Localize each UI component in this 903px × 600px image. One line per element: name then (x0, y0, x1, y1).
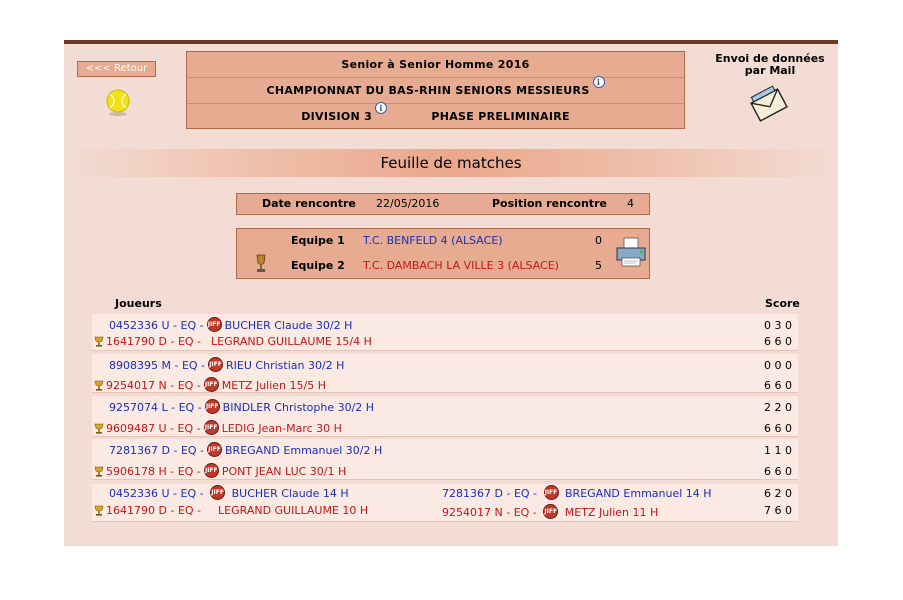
match-row (92, 314, 798, 351)
header-season: Senior à Senior Homme 2016 (187, 52, 684, 78)
player-id: 9257074 L - (109, 401, 176, 414)
player1-line (109, 443, 382, 459)
player1-line (109, 400, 374, 416)
player2-line (94, 378, 326, 394)
player-eq: EQ - (513, 487, 538, 500)
player-name[interactable]: BREGAND Emmanuel 14 H (565, 487, 712, 500)
printer-icon[interactable] (614, 236, 648, 268)
player-name[interactable]: BREGAND Emmanuel 30/2 H (225, 444, 383, 457)
position-value: 4 (627, 197, 634, 210)
winner-trophy-icon (254, 253, 268, 273)
match-row (92, 396, 798, 437)
player-id: 5906178 H - (106, 465, 175, 478)
player-id: 9254017 N - (442, 506, 511, 519)
player1-score: 1 1 0 (764, 444, 792, 457)
doubles-match-row (92, 484, 798, 522)
player-name[interactable]: METZ Julien 11 H (564, 506, 659, 519)
player-name[interactable]: LEDIG Jean-Marc 30 H (221, 422, 342, 435)
jiff-badge-icon: JIFF (208, 357, 223, 372)
team2-label: Equipe 2 (291, 259, 345, 272)
match-row (92, 354, 798, 393)
winner-cup-icon (94, 423, 104, 434)
winner-cup-icon (94, 380, 104, 391)
jiff-badge-icon: JIFF (204, 420, 219, 435)
player2-line (94, 334, 372, 350)
player-id: 7281367 D - (109, 444, 178, 457)
jiff-badge-icon: JIFF (207, 442, 222, 457)
player1-score: 0 3 0 (764, 319, 792, 332)
player-id: 9609487 U - (106, 422, 175, 435)
title-banner (66, 149, 836, 177)
player-id: 7281367 D - (442, 487, 511, 500)
winner-cup-icon (94, 505, 104, 516)
players-column-header: Joueurs (115, 297, 162, 310)
team2-score: 5 (595, 259, 602, 272)
mail-label (708, 53, 832, 77)
doubles-team-b-player2 (442, 505, 658, 521)
player2-score: 6 6 0 (764, 422, 792, 435)
player-eq: EQ - (177, 335, 202, 348)
date-value: 22/05/2016 (376, 197, 440, 210)
mail-icon[interactable] (748, 84, 790, 126)
info-icon[interactable]: i (593, 76, 605, 88)
position-label: Position rencontre (492, 197, 607, 210)
player-eq: EQ - (513, 506, 537, 519)
team1-score: 0 (595, 234, 602, 247)
jiff-badge-icon: JIFF (543, 504, 558, 519)
player2-score: 6 6 0 (764, 465, 792, 478)
doubles-team-a-score: 6 2 0 (764, 487, 792, 500)
back-button[interactable]: <<< Retour (77, 61, 156, 77)
team1-label: Equipe 1 (291, 234, 345, 247)
player-name[interactable]: LEGRAND GUILLAUME 15/4 H (211, 335, 372, 348)
doubles-team-a-player1 (109, 486, 349, 502)
winner-cup-icon (94, 336, 104, 347)
tennis-ball-icon (104, 88, 132, 116)
header-championship (187, 78, 684, 104)
player-name[interactable]: PONT JEAN LUC 30/1 H (221, 465, 347, 478)
jiff-badge-icon: JIFF (205, 399, 220, 414)
team1-name[interactable]: T.C. BENFELD 4 (ALSACE) (363, 234, 503, 247)
player1-score: 0 0 0 (764, 359, 792, 372)
player-id: 0452336 U - (109, 487, 178, 500)
player-name[interactable]: LEGRAND GUILLAUME 10 H (218, 504, 369, 517)
header-phase: PHASE PRELIMINAIRE (431, 110, 570, 123)
player-eq: EQ - (177, 379, 201, 392)
jiff-badge-icon: JIFF (544, 485, 559, 500)
player-id: 9254017 N - (106, 379, 175, 392)
player-eq: EQ - (177, 465, 201, 478)
player-eq: EQ - (180, 487, 204, 500)
player-eq: EQ - (177, 504, 202, 517)
jiff-badge-icon: JIFF (204, 463, 219, 478)
score-column-header: Score (765, 297, 800, 310)
rencontre-info (236, 193, 650, 215)
jiff-badge-icon: JIFF (210, 485, 225, 500)
winner-cup-icon (94, 466, 104, 477)
player-name[interactable]: BINDLER Christophe 30/2 H (222, 401, 375, 414)
teams-box (236, 228, 650, 279)
player-name[interactable]: BUCHER Claude 30/2 H (224, 319, 353, 332)
jiff-badge-icon: JIFF (204, 377, 219, 392)
championship-header (186, 51, 685, 129)
player-id: 1641790 D - (106, 335, 175, 348)
mail-label-line1: Envoi de données (715, 52, 825, 65)
match-row (92, 439, 798, 480)
player-eq: EQ - (178, 401, 202, 414)
player1-score: 2 2 0 (764, 401, 792, 414)
doubles-team-b-score: 7 6 0 (764, 504, 792, 517)
player-eq: EQ - (180, 444, 205, 457)
player-name[interactable]: METZ Julien 15/5 H (221, 379, 326, 392)
doubles-team-a-player2 (442, 486, 712, 502)
player-eq: EQ - (177, 422, 201, 435)
player2-line (94, 421, 342, 437)
player-eq: EQ - (181, 359, 206, 372)
mail-label-line2: par Mail (744, 64, 796, 77)
info-icon[interactable]: i (375, 102, 387, 114)
header-championship-label: CHAMPIONNAT DU BAS-RHIN SENIORS MESSIEURS (266, 84, 590, 97)
player-name[interactable]: RIEU Christian 30/2 H (226, 359, 345, 372)
jiff-badge-icon: JIFF (207, 317, 222, 332)
player1-line (109, 358, 344, 374)
player1-line (109, 318, 352, 334)
player-id: 1641790 D - (106, 504, 175, 517)
date-label: Date rencontre (262, 197, 356, 210)
player2-score: 6 6 0 (764, 379, 792, 392)
player-id: 8908395 M - (109, 359, 179, 372)
header-division-row (187, 104, 684, 129)
doubles-team-b-player1 (94, 503, 368, 519)
player-eq: EQ - (180, 319, 204, 332)
header-division: DIVISION 3 (301, 110, 373, 123)
team2-name[interactable]: T.C. DAMBACH LA VILLE 3 (ALSACE) (363, 259, 559, 272)
player-id: 0452336 U - (109, 319, 178, 332)
player-name[interactable]: BUCHER Claude 14 H (231, 487, 349, 500)
page-title: Feuille de matches (380, 154, 522, 172)
player2-score: 6 6 0 (764, 335, 792, 348)
player2-line (94, 464, 346, 480)
